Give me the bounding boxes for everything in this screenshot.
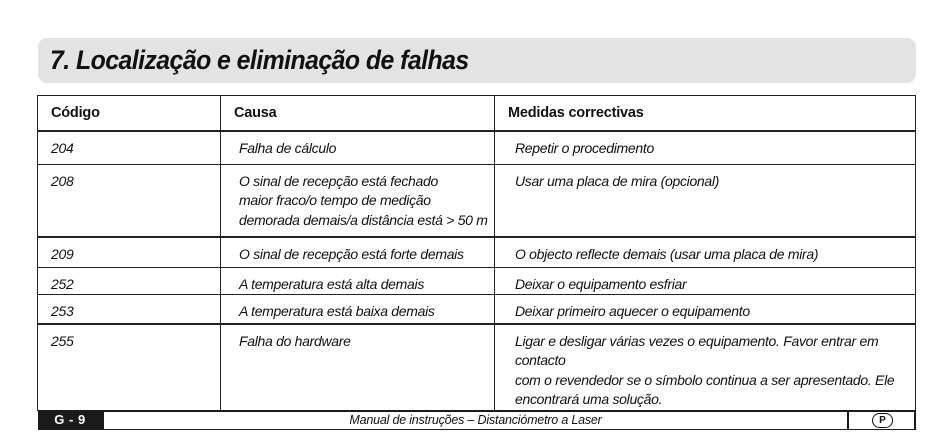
error-code: 255 [38, 324, 221, 411]
remedy-cell [495, 267, 916, 295]
remedy-line: Repetir o procedimento [515, 140, 654, 156]
page-title: 7. Localização e eliminação de falhas [50, 45, 469, 75]
cause-line: A temperatura está baixa demais [239, 303, 435, 319]
table-row [38, 324, 916, 411]
remedy-line: Ligar e desligar várias vezes o equipamento. Favor entrar em contacto [515, 332, 879, 368]
page-footer [38, 410, 916, 430]
cause-line: O sinal de recepção está forte demais [239, 246, 464, 262]
manual-title: Manual de instruções – Distanciómetro a Laser [104, 412, 847, 429]
cause-line: maior fraco/o tempo de medição [239, 192, 431, 208]
column-header-code: Código [38, 96, 221, 132]
table-row [38, 237, 916, 267]
remedy-cell [495, 237, 916, 267]
remedy-line: encontrará uma solução. [515, 391, 663, 407]
table-row [38, 131, 916, 164]
remedy-line: Usar uma placa de mira (opcional) [515, 172, 720, 189]
table-row [38, 295, 916, 324]
cause-line: A temperatura está alta demais [239, 275, 425, 292]
language-marker [849, 412, 914, 429]
table-row [38, 164, 916, 237]
cause-cell [221, 324, 495, 411]
column-header-remedy: Medidas correctivas [495, 96, 916, 132]
remedy-line: com o revendedor se o símbolo continua a ser apresentado. Ele [515, 371, 895, 388]
remedy-cell [495, 324, 916, 411]
cause-cell [221, 164, 495, 237]
error-code: 253 [38, 295, 221, 324]
error-code: 252 [38, 267, 221, 295]
cause-line: Falha do hardware [239, 332, 351, 349]
remedy-line: Deixar o equipamento esfriar [515, 275, 687, 292]
cause-line: Falha de cálculo [239, 140, 337, 156]
table-header-row [38, 96, 916, 132]
language-badge: P [872, 413, 893, 428]
cause-line: O sinal de recepção está fechado [239, 172, 438, 189]
remedy-line: O objecto reflecte demais (usar uma placa de mira) [515, 246, 819, 262]
error-code: 204 [38, 131, 221, 164]
fault-table [37, 95, 916, 411]
error-code: 209 [38, 237, 221, 267]
page-number: G - 9 [54, 412, 86, 427]
remedy-cell [495, 164, 916, 237]
column-header-cause: Causa [221, 96, 495, 132]
remedy-cell [495, 131, 916, 164]
table-row [38, 267, 916, 295]
cause-cell [221, 267, 495, 295]
cause-cell [221, 131, 495, 164]
cause-cell [221, 237, 495, 267]
error-code: 208 [38, 164, 221, 237]
remedy-cell [495, 295, 916, 324]
section-title-bar [38, 38, 916, 83]
cause-line: demorada demais/a distância está > 50 m [239, 211, 488, 228]
remedy-line: Deixar primeiro aquecer o equipamento [515, 303, 750, 319]
cause-cell [221, 295, 495, 324]
